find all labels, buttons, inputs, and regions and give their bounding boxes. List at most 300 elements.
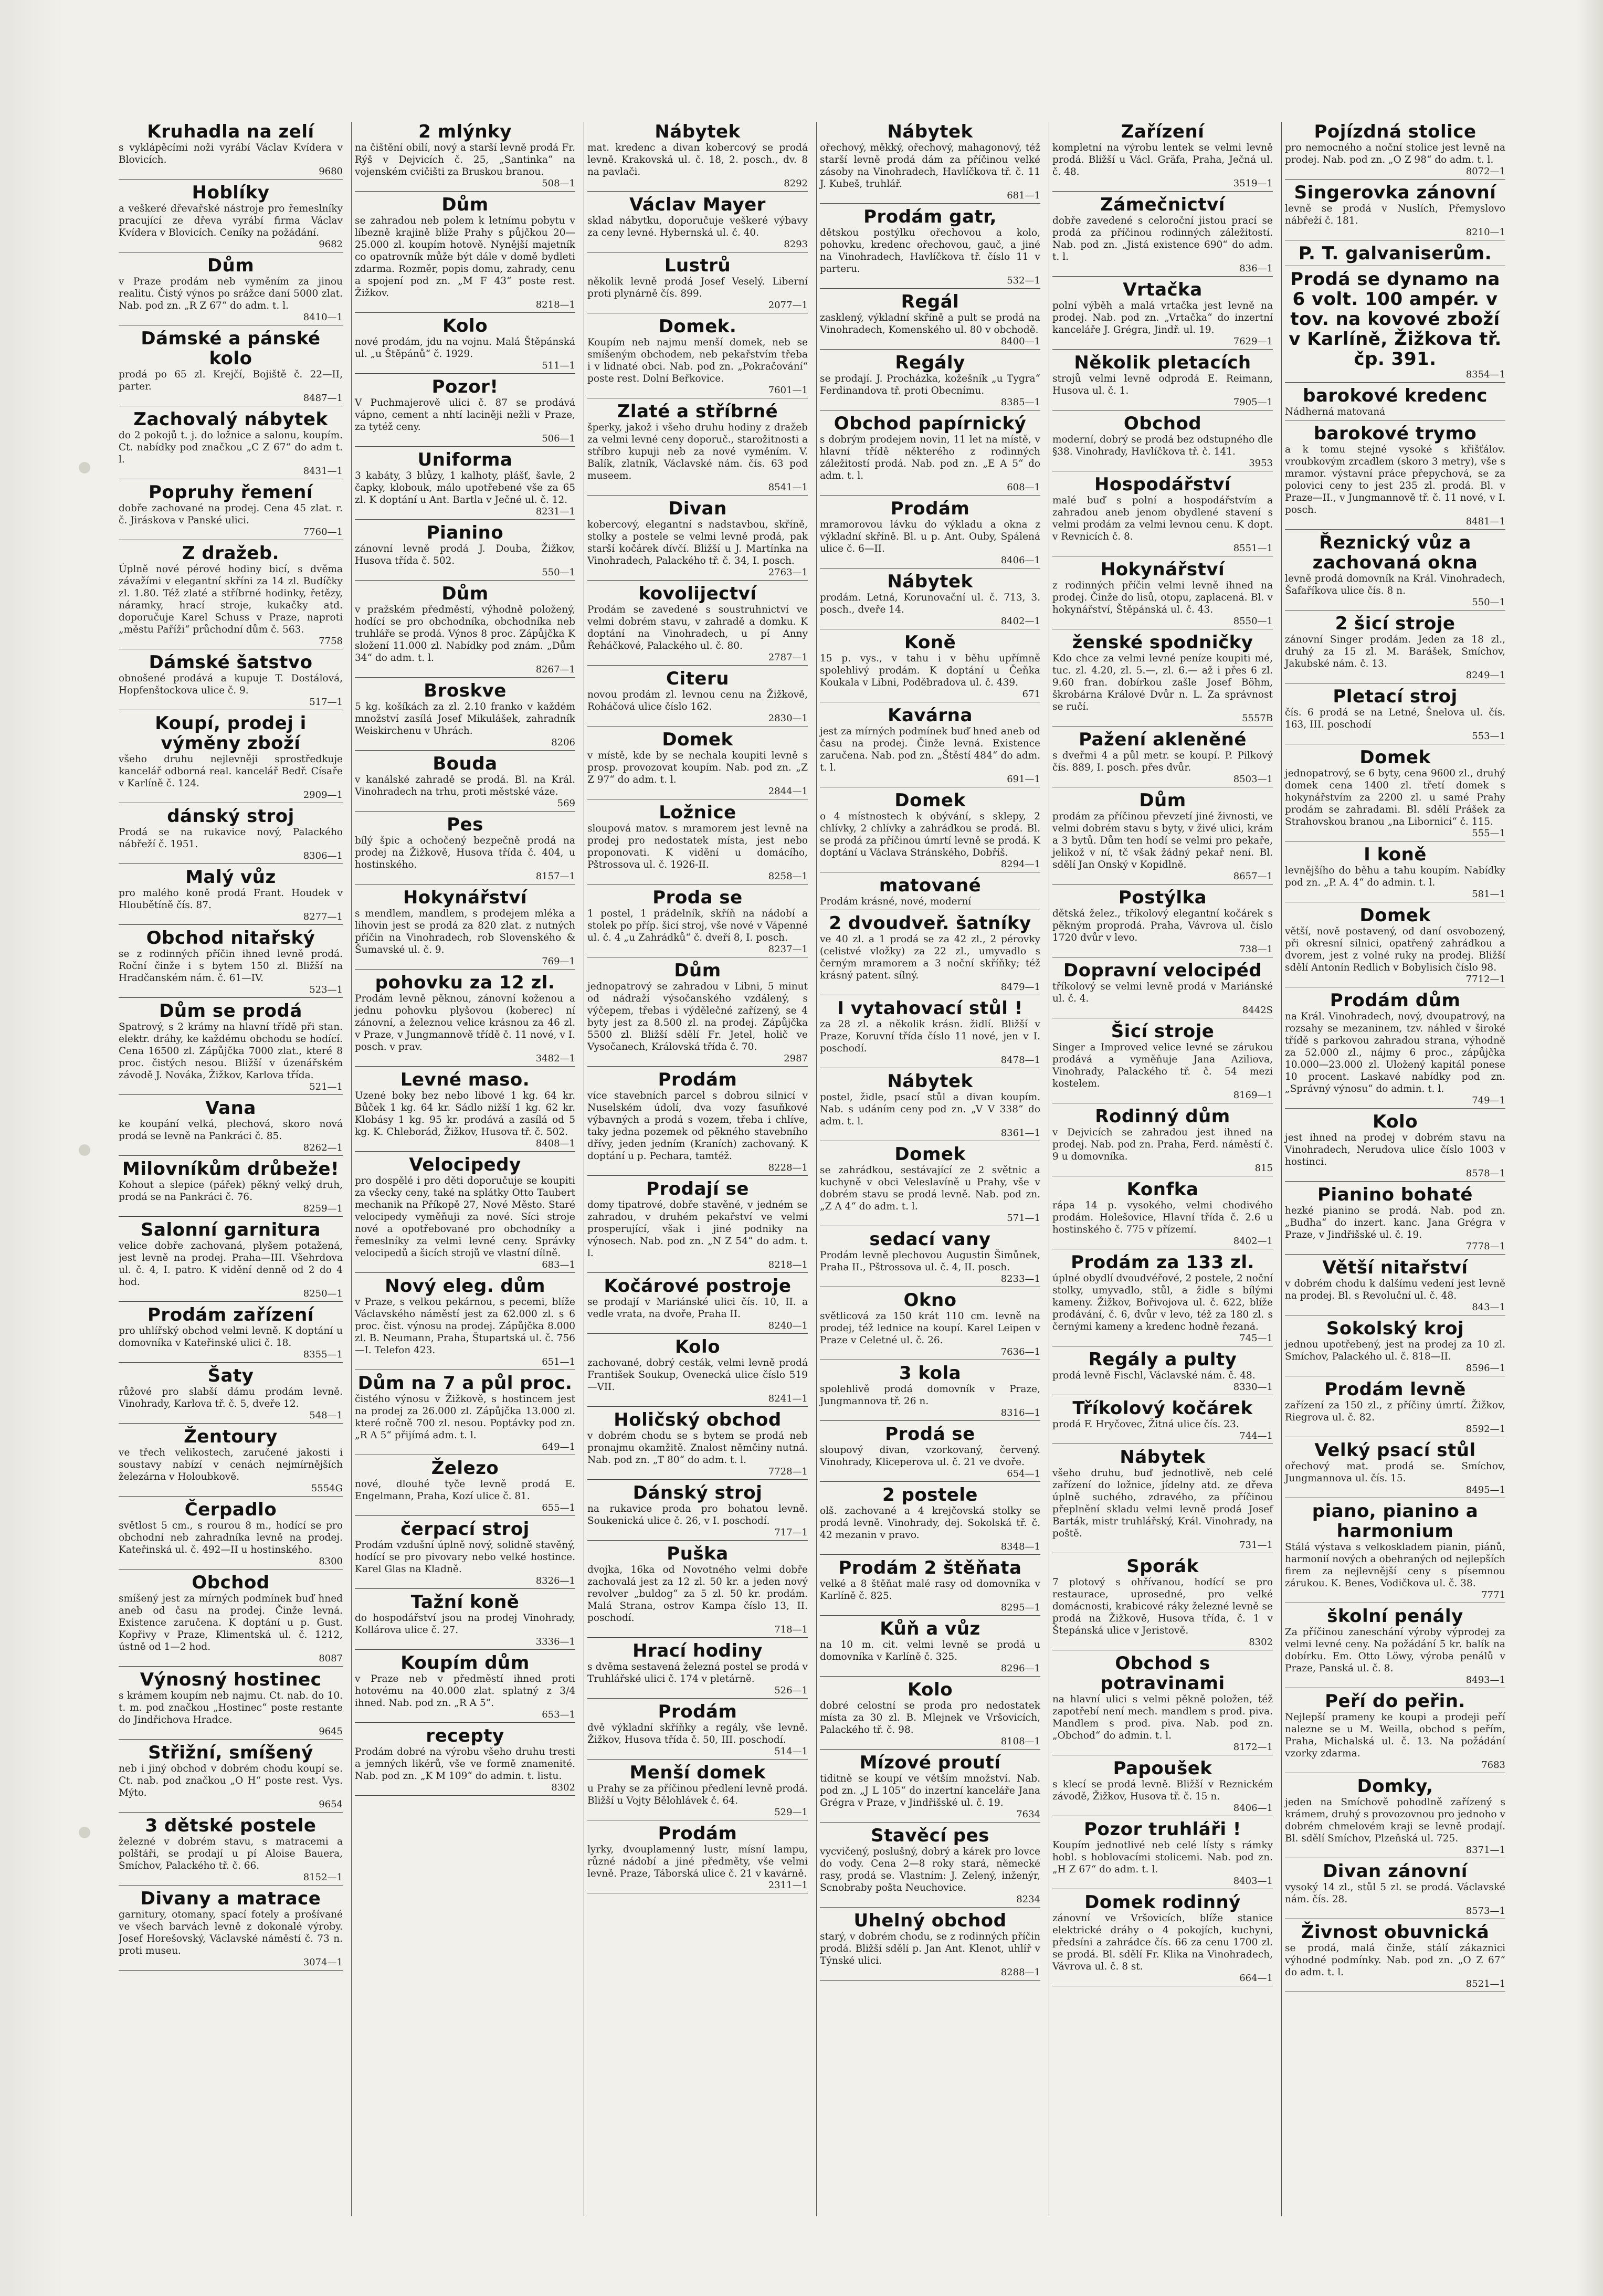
ad-reference-code: 532—1 <box>1007 275 1040 286</box>
ad-body: mat. kredenc a divan kobercový se prodá levně. Krakovská ul. č. 18, 2. posch., dv. 8 na pavlači. <box>587 142 808 177</box>
ad-heading: Okno <box>903 1290 957 1311</box>
classified-ad <box>119 256 343 325</box>
ad-body: a k tomu stejné vysoké s křišťálov. vroubkovým zrcadlem (skoro 3 metry), vše s mramor. výstavní práce přepychová, se za polovici ceny to jest 235 zl. prodá. Bl. v Praze—II., v Jungmannově tř. č. 11 nové, v I. posch. <box>1285 444 1505 515</box>
ad-heading: Kolo <box>674 1336 721 1357</box>
ad-body: ve třech velikostech, zaručené jakosti i soustavy nabízí v cenách nejmírnějších železárna v Holoubkově. <box>119 1447 343 1482</box>
ad-heading: Prodám <box>890 498 970 519</box>
ad-body: novou prodám zl. levnou cenu na Žižkově, Roháčová ulice číslo 162. <box>587 689 808 712</box>
ad-body: dětskou postýlku ořechovou a kolo, pohovku, kredenc ořechovou, gauč, a jiné na Vinohradech, Havlíčkova tř. číslo 11 v parteru. <box>820 227 1040 275</box>
classified-ad <box>1285 244 1505 266</box>
classified-ad <box>1052 791 1273 884</box>
ad-heading: piano, pianino a harmonium <box>1312 1501 1479 1542</box>
classified-ad <box>1285 1379 1505 1437</box>
classified-ad <box>1285 1922 1505 1992</box>
ad-heading: Uniforma <box>417 449 513 470</box>
ad-reference-code: 7712—1 <box>1465 974 1505 985</box>
ad-reference-code: 8478—1 <box>1000 1055 1040 1066</box>
classified-ad <box>119 183 343 252</box>
classified-ad <box>1052 633 1273 726</box>
ad-heading: Prodám dům <box>1330 990 1461 1011</box>
ad-body: jeden na Smíchově pohodlně zařízený s krámem, druhý s provozovnou pro jednoho v dobrém chmelovém kraji se levně prodají. Bl. sdělí Smíchov, Plzeňská ul. 725. <box>1285 1797 1505 1844</box>
classified-ad <box>355 377 575 447</box>
ad-reference-code: 9654 <box>319 1799 343 1810</box>
classified-ad <box>119 867 343 925</box>
classified-ad <box>587 1641 808 1699</box>
ad-body: postel, židle, psací stůl a divan koupím. Nab. s udáním ceny pod zn. „V V 338“ do adm. t. l. <box>820 1092 1040 1127</box>
ad-reference-code: 9645 <box>319 1726 343 1737</box>
classified-ad <box>587 584 808 666</box>
ad-body: a veškeré dřevařské nástroje pro řemeslníky pracující ze dřeva vyrábí firma Václav Kvídera v Blovicích. Ceníky na požádání. <box>119 203 343 238</box>
ad-heading: Domek rodinný <box>1084 1892 1241 1913</box>
ad-reference-code: 7778—1 <box>1465 1241 1505 1252</box>
ad-heading: Pozor truhláři ! <box>1084 1819 1241 1840</box>
classified-ad <box>820 1485 1040 1555</box>
ad-heading: I vytahovací stůl ! <box>837 998 1023 1019</box>
ad-heading: Nábytek <box>655 122 741 142</box>
classified-ad <box>587 256 808 313</box>
ad-reference-code: 581—1 <box>1472 889 1505 900</box>
ad-reference-code: 2077—1 <box>768 300 808 311</box>
ad-heading: Postýlka <box>1118 887 1207 908</box>
ad-body: 3 kabáty, 3 blůzy, 1 kalhoty, plášť, šavle, 2 čapky, klobouk, málo upotřebené vše za 65 zl. K doptání u Ant. Bartla v Ječné ul. č. 12. <box>355 470 575 505</box>
ad-reference-code: 8295—1 <box>1000 1602 1040 1613</box>
ad-heading: Velký psací stůl <box>1314 1440 1476 1461</box>
ad-reference-code: 8300 <box>319 1556 343 1567</box>
ad-reference-code: 8406—1 <box>1233 1803 1273 1814</box>
ad-body: sloupová matov. s mramorem jest levně na prodej pro nedostatek místa, jest nebo proponovati. K vidění u domácího, Pštrossova ul. č. 1926-II. <box>587 823 808 870</box>
classified-ad <box>1285 845 1505 902</box>
ad-heading: Kolo <box>907 1679 953 1700</box>
ad-heading: Mízové proutí <box>859 1752 1001 1773</box>
ad-body: tiditně se koupí ve větším množství. Nab. pod zn. „J L 105“ do inzertní kanceláře Jana Grégra v Praze, v Jindřišské ul. č. 19. <box>820 1773 1040 1808</box>
classified-ad <box>119 329 343 406</box>
ad-body: starý, v dobrém chodu, se z rodinných příčin prodá. Bližší sdělí p. Jan Ant. Klenot, uhlíř v Týnské ulici. <box>820 1931 1040 1966</box>
ad-body: Koupím jednotlivé neb celé lísty s rámky hobl. s hoblovacími stolicemi. Nab. pod zn. „H Z 67“ do adm. t. l. <box>1052 1840 1273 1875</box>
classified-ad <box>1052 122 1273 192</box>
ad-body: s dobrým prodejem novin, 11 let na místě, v hlavní třídě některého z rodinných záležitostí prodá. Nab. pod zn. „E A 5“ do adm. t. l. <box>820 434 1040 481</box>
ad-body: Kdo chce za velmi levné peníze koupiti mé, tuc. zl. 4.20, zl. 5.—, zl. 6.— až i přes 6 zl. 9.60 fran. dobírkou zašle Josef Böhm, škrobárna Králové Dvůr n. L. Za správnost se ručí. <box>1052 653 1273 712</box>
ad-reference-code: 548—1 <box>309 1410 343 1421</box>
ad-heading: barokové trymo <box>1313 423 1477 444</box>
ad-heading: Milovníkům drůbeže! <box>122 1158 340 1179</box>
ad-reference-code: 2830—1 <box>768 713 808 724</box>
ad-body: s krámem koupím neb najmu. Ct. nab. do 10. t. m. pod značkou „Hostinec“ poste restante do Jindřichova Hradce. <box>119 1690 343 1725</box>
ad-heading: Salonní garnitura <box>141 1219 321 1240</box>
ad-heading: Zlaté a stříbrné <box>617 401 778 422</box>
classified-ad <box>820 1619 1040 1677</box>
ad-reference-code: 8521—1 <box>1465 1978 1505 1989</box>
ad-heading: recepty <box>426 1725 504 1746</box>
ad-body: moderní, dobrý se prodá bez odstupného dle §38. Vinohrady, Havlíčkova tř. č. 141. <box>1052 434 1273 457</box>
classified-ad <box>355 1726 575 1796</box>
classified-ad <box>355 1592 575 1650</box>
ad-heading: Citeru <box>666 668 729 689</box>
ad-heading: Zařízení <box>1121 122 1205 142</box>
ad-column <box>1281 122 1509 2216</box>
ad-heading: Bouda <box>433 753 498 774</box>
ad-heading: Regál <box>901 291 959 312</box>
ad-body: ke koupání velká, plechová, skoro nová prodá se levně na Pankráci č. 85. <box>119 1119 343 1142</box>
classified-ad <box>820 414 1040 496</box>
classified-ad <box>355 1276 575 1370</box>
ad-heading: Domky, <box>1357 1776 1433 1797</box>
classified-ad <box>1285 614 1505 683</box>
ad-heading: Prodám za 133 zl. <box>1071 1252 1254 1273</box>
ad-body: obnošené prodává a kupuje T. Dostálová, Hopfenštockova ulice č. 9. <box>119 673 343 696</box>
ad-body: zánovní levně prodá J. Douba, Žižkov, Husova třída č. 502. <box>355 543 575 566</box>
ad-body: neb i jiný obchod v dobrém chodu koupí se. Ct. nab. pod značkou „O H“ poste rest. Vys. Mýto. <box>119 1763 343 1798</box>
ad-heading: Domek <box>1359 905 1431 926</box>
classified-ad <box>355 523 575 581</box>
classified-ad <box>1052 1758 1273 1816</box>
ad-body: dobře zavedené s celoroční jistou prací se prodá za příčinou rodinných záležitostí. Nab. pod zn. „Jistá existence 690“ do adm. t. l. <box>1052 215 1273 262</box>
ad-reference-code: 8551—1 <box>1233 543 1273 554</box>
classified-ad <box>820 1229 1040 1287</box>
ad-body: sklad nábytku, doporučuje veškeré výbavy za ceny levné. Hybernská ul. č. 40. <box>587 215 808 238</box>
classified-ad <box>587 1483 808 1541</box>
ad-body: 7 plotový s ohřívanou, hodící se pro restaurace, uprosedné, pro velké domácnosti, krabicové ráky železné levně se prodá na Žižkově, Husova třída, č. 1 v Štepánská ulice v Jeristově. <box>1052 1577 1273 1636</box>
classified-ad <box>820 353 1040 410</box>
ad-heading: Sporák <box>1126 1556 1199 1577</box>
ad-heading: Dámské šatstvo <box>149 652 313 673</box>
ad-heading: Regály <box>895 352 965 373</box>
ad-heading: Velocipedy <box>409 1154 521 1175</box>
ad-heading: Domek <box>894 1144 966 1165</box>
ad-heading: Obchod s potravinami <box>1100 1653 1225 1694</box>
classified-ad <box>119 1500 343 1570</box>
ad-reference-code: 8316—1 <box>1000 1407 1040 1418</box>
ad-heading: Sokolský kroj <box>1326 1318 1464 1339</box>
ad-reference-code: 8573—1 <box>1465 1905 1505 1916</box>
ad-reference-code: 7634 <box>1016 1809 1040 1820</box>
ad-body: v Praze neb v předměstí ihned proti hotovému na 40.000 zlat. splatný z 3/4 ihned. Nab. pod zn. „R A 5“. <box>355 1673 575 1709</box>
ad-body: všeho druhu nejlevněji sprostředkuje kancelář odborná real. kancelář Bedř. Císaře v Karlíně č. 124. <box>119 754 343 789</box>
classified-ad <box>1052 560 1273 629</box>
classified-ad <box>820 633 1040 702</box>
ad-heading: Kavárna <box>888 705 973 726</box>
ad-heading: Stavěcí pes <box>871 1825 989 1846</box>
ad-reference-code: 8550—1 <box>1233 616 1273 627</box>
ad-reference-code: 511—1 <box>542 360 575 371</box>
ad-reference-code: 8361—1 <box>1000 1128 1040 1139</box>
classified-ad <box>119 1220 343 1302</box>
ad-reference-code: 7771 <box>1481 1589 1505 1600</box>
classified-ad <box>820 122 1040 204</box>
ad-reference-code: 7636—1 <box>1000 1346 1040 1357</box>
classified-ad <box>355 1373 575 1455</box>
classified-ad <box>820 1753 1040 1823</box>
ad-body: u Prahy se za příčinou předlení levně prodá. Bližší u Vojty Bělohlávek č. 64. <box>587 1783 808 1806</box>
ad-heading: Několik pletacích <box>1074 352 1251 373</box>
classified-ad <box>1285 183 1505 240</box>
ad-body: Prodá se na rukavice nový, Palackého nábřeží č. 1951. <box>119 827 343 850</box>
classified-ad <box>820 1826 1040 1908</box>
classified-ad <box>587 1179 808 1273</box>
ad-heading: Větší nitařství <box>1322 1257 1468 1278</box>
ad-body: lyrky, dvouplamenný lustr, mísní lampu, různé nádobí a jiné předměty, vše velmi levně. Praze, Táborská ulice č. 21 v kavárně. <box>587 1844 808 1879</box>
ad-reference-code: 9682 <box>319 239 343 250</box>
ad-heading: Holičský obchod <box>614 1409 782 1430</box>
ad-heading: Nábytek <box>1120 1447 1206 1468</box>
classified-ad <box>1285 533 1505 610</box>
classified-ad <box>119 1098 343 1156</box>
ad-reference-code: 8233—1 <box>1000 1273 1040 1284</box>
ad-heading: Zámečnictví <box>1100 194 1225 215</box>
ad-reference-code: 553—1 <box>1472 731 1505 742</box>
ad-reference-code: 8578—1 <box>1465 1168 1505 1179</box>
ad-body: zánovní Singer prodám. Jeden za 18 zl., druhý za 15 zl. M. Barášek, Smíchov, Jakubské nám. č. 13. <box>1285 634 1505 669</box>
ad-heading: Tažní koně <box>410 1592 520 1613</box>
ad-body: levně se prodá v Nuslích, Přemyslovo nábřeží č. 181. <box>1285 203 1505 226</box>
classified-ad <box>820 791 1040 872</box>
ad-body: rápa 14 p. vysokého, velmi chodivého prodám. Holešovice, Hlavní třída č. 2.6 u hostinského č. 775 v přízemí. <box>1052 1200 1273 1235</box>
ad-heading: Ložnice <box>659 802 736 823</box>
ad-reference-code: 3519—1 <box>1233 178 1273 189</box>
ad-body: pro malého koně prodá Frant. Houdek v Hloubětíně čís. 87. <box>119 888 343 911</box>
ad-reference-code: 664—1 <box>1239 1973 1273 1984</box>
ad-body: v Dejvicích se zahradou jest ihned na prodej. Nab. pod zn. Praha, Ferd. náměstí č. 9 u domovníka. <box>1052 1127 1273 1162</box>
ad-body: v kanálské zahradě se prodá. Bl. na Král. Vinohradech na trhu, proti městské váze. <box>355 774 575 797</box>
ad-reference-code: 8240—1 <box>768 1320 808 1331</box>
classified-ad <box>1285 1185 1505 1255</box>
ad-heading: matované <box>879 875 982 896</box>
ad-reference-code: 8657—1 <box>1233 871 1273 882</box>
ad-heading: Popruhy řemení <box>149 482 313 503</box>
ad-heading: Hrací hodiny <box>632 1640 763 1661</box>
ad-heading: Domek <box>662 729 733 750</box>
ad-reference-code: 7905—1 <box>1233 397 1273 408</box>
ad-heading: Prodám <box>658 1069 737 1090</box>
ad-body: se prodají v Mariánské ulici čís. 10, II. a vedle vrata, na dvoře, Praha II. <box>587 1297 808 1320</box>
ad-reference-code: 7629—1 <box>1233 336 1273 347</box>
classified-ad <box>820 1680 1040 1750</box>
ad-heading: Žentoury <box>184 1426 278 1447</box>
ad-reference-code: 8330—1 <box>1233 1382 1273 1393</box>
ad-body: Prodám dobré na výrobu všeho druhu tresti a jemných likérů, vše ve formě znamenité. Nab. pod zn. „K M 109“ do admin. t. listu. <box>355 1746 575 1782</box>
ad-body: z rodinných příčin velmi levně ihned na prodej. Činže do lisů, otopu, zaplacená. Bl. v hokynářství, Štěpánská ul. č. 43. <box>1052 580 1273 615</box>
ad-body: dvě výkladní skříňky a regály, vše levně. Žižkov, Husova třída č. 50, III. poschodí. <box>587 1722 808 1745</box>
ad-reference-code: 571—1 <box>1007 1213 1040 1224</box>
ad-heading: Divan <box>668 498 727 519</box>
ad-heading: Václav Mayer <box>629 194 766 215</box>
ad-body: jest ihned na prodej v dobrém stavu na Vinohradech, Nerudova ulice číslo 1003 v hostinci. <box>1285 1132 1505 1167</box>
classified-ad <box>119 543 343 649</box>
ad-column <box>816 122 1043 2216</box>
classified-ad <box>820 1911 1040 1981</box>
ad-body: Nádherná matovaná <box>1285 406 1386 417</box>
classified-ad <box>1052 961 1273 1018</box>
classified-ad <box>587 669 808 726</box>
ad-reference-code: 653—1 <box>542 1709 575 1720</box>
ad-body: v pražském předměstí, výhodně položený, hodící se pro obchodníka, obchodníka neb truhláře se prodá. Výnos 8 proc. Zápůjčka K složení 11.000 zl. Nabídky pod znám. „Dům 34“ do adm. t. l. <box>355 604 575 663</box>
ad-reference-code: 2311—1 <box>768 1880 808 1891</box>
ad-reference-code: 8406—1 <box>1000 555 1040 566</box>
ad-body: polní výběh a malá vrtačka jest levně na prodej. Nab. pod zn. „Vrtačka“ do inzertní kanceláře J. Grégra, Jindř. ul. 19. <box>1052 300 1273 335</box>
ad-heading: Hokynářství <box>403 887 528 908</box>
ad-reference-code: 7760—1 <box>303 526 343 538</box>
ad-reference-code: 8249—1 <box>1465 670 1505 681</box>
ad-body: se prodají. J. Procházka, kožešník „u Tygra“ Ferdinandova tř. proti Obecnímu. <box>820 373 1040 396</box>
ad-body: sloupový divan, vzorkovaný, červený. Vinohrady, Kliceperova ul. č. 21 ve dvoře. <box>820 1445 1040 1468</box>
ad-reference-code: 8218—1 <box>768 1259 808 1270</box>
ad-reference-code: 8402—1 <box>1000 616 1040 627</box>
ad-heading: Dům <box>674 960 721 981</box>
ad-heading: Kruhadla na zelí <box>147 122 314 142</box>
classified-ad <box>587 961 808 1067</box>
ad-heading: Zachovalý nábytek <box>133 409 328 430</box>
classified-ad <box>355 888 575 970</box>
ad-heading: Řeznický vůz a zachovaná okna <box>1312 532 1478 573</box>
ad-body: spolehlivě prodá domovník v Praze, Jungmannova tř. 26 n. <box>820 1384 1040 1407</box>
ad-heading: Vrtačka <box>1123 279 1203 300</box>
ad-body: mramorovou lávku do výkladu a okna z výkladní skříně. Bl. u p. Ant. Ouby, Spálená ulice č. 6—II. <box>820 519 1040 554</box>
ad-reference-code: 8481—1 <box>1465 516 1505 527</box>
ad-body: světlicová za 150 krát 110 cm. levně na prodej, též lednice na koupí. Karel Leipen v Praze v Celetné ul. č. 26. <box>820 1311 1040 1346</box>
ad-body: V Puchmajerově ulici č. 87 se prodává vápno, cement a nhtí laciněji nežli v Praze, za tytéž ceny. <box>355 397 575 433</box>
ad-body: zachované, dobrý cesták, velmi levně prodá František Soukup, Ovenecká ulice číslo 519—VII. <box>587 1357 808 1393</box>
classified-ad <box>1052 414 1273 471</box>
classified-ad <box>587 1337 808 1407</box>
ad-reference-code: 8172—1 <box>1233 1742 1273 1753</box>
ad-heading: Regály a pulty <box>1088 1349 1237 1370</box>
ad-reference-code: 7601—1 <box>768 385 808 396</box>
ad-heading: Prodám <box>658 1701 737 1722</box>
classified-ad <box>119 1889 343 1971</box>
ad-heading: Vana <box>205 1098 256 1119</box>
ad-reference-code: 8306—1 <box>303 850 343 861</box>
ad-body: s klecí se prodá levně. Bližší v Reznickém závodě, Žižkov, Husova tř. č. 15 n. <box>1052 1779 1273 1802</box>
classified-ad <box>587 122 808 192</box>
ad-reference-code: 654—1 <box>1007 1468 1040 1479</box>
ad-body: se z rodinných příčin ihned levně prodá. Roční činže i s bytem 150 zl. Bližší na Hradčanském nám. č. 61—IV. <box>119 949 343 984</box>
ad-body: Uzené boky bez nebo libové 1 kg. 64 kr. Bůček 1 kg. 64 kr. Sádlo nižší 1 kg. 62 kr. Klobásy 1 kg. 95 kr. prodává a zasílá od 5 kg. K. Chleborád, Žižkov, Husova tř. č. 502. <box>355 1090 575 1138</box>
ad-body: dvojka, 16ka od Novotného velmi dobře zachovalá jest za 12 zl. 50 kr. a jeden nový revolver „buldog“ za 5 zl. 50 kr. prodám. Malá Strana, ostrov Kampa číslo 13, II. poschodí. <box>587 1564 808 1624</box>
classified-ad <box>119 1670 343 1740</box>
ad-body: Prodám levně plechovou Augustin Šimůnek, Praha II., Pštrossova ul. č. 4, II. posch. <box>820 1250 1040 1273</box>
ad-heading: Prodám 2 štěňata <box>838 1557 1022 1578</box>
ad-body: Stálá výstava s velkoskladem pianin, piánů, harmonií nových a obehraných od nejlepších firem za nejlevnější ceny s písemnou zárukou. K. Benes, Vodičkova ul. č. 38. <box>1285 1542 1505 1589</box>
classified-ad <box>355 584 575 678</box>
ad-reference-code: 8293 <box>784 239 808 250</box>
ad-reference-code: 683—1 <box>542 1259 575 1270</box>
classified-ad <box>119 1573 343 1667</box>
classified-ad <box>820 705 1040 787</box>
classified-ad <box>820 1558 1040 1616</box>
classified-ad <box>1052 280 1273 350</box>
ad-reference-code: 836—1 <box>1239 263 1273 274</box>
classified-ad <box>119 482 343 540</box>
ad-reference-code: 8108—1 <box>1000 1736 1040 1747</box>
ad-body: v místě, kde by se nechala koupiti levně s prosp. provozovat koupím. Nab. pod zn. „Z Z 97“ do adm. t. l. <box>587 750 808 785</box>
ad-reference-code: 8503—1 <box>1233 774 1273 785</box>
ad-reference-code: 8403—1 <box>1233 1876 1273 1887</box>
ad-reference-code: 2987 <box>784 1053 808 1064</box>
ad-reference-code: 691—1 <box>1007 774 1040 785</box>
ad-heading: Dům se prodá <box>159 1000 302 1021</box>
ad-heading: Uhelný obchod <box>853 1910 1007 1931</box>
ad-heading: Šicí stroje <box>1111 1021 1215 1042</box>
ad-body: zařízení za 150 zl., z příčiny úmrtí. Žižkov, Riegrova ul. č. 82. <box>1285 1400 1505 1423</box>
ad-reference-code: 8072—1 <box>1465 166 1505 177</box>
ad-reference-code: 717—1 <box>774 1527 808 1538</box>
ad-body: za 28 zl. a několik krásn. židlí. Bližší v Praze, Koruvní třída číslo 11 nové, jen v I. poschodí. <box>820 1019 1040 1054</box>
ad-reference-code: 8277—1 <box>303 911 343 922</box>
classified-ad <box>119 1427 343 1497</box>
ad-reference-code: 843—1 <box>1472 1302 1505 1313</box>
ad-heading: Domek <box>1359 747 1431 768</box>
classified-ad <box>1285 991 1505 1109</box>
ad-heading: Střižní, smíšený <box>148 1742 313 1763</box>
ad-reference-code: 8210—1 <box>1465 227 1505 238</box>
classified-ad <box>587 1824 808 1893</box>
classified-ad <box>1052 1398 1273 1444</box>
classified-ad <box>1052 353 1273 410</box>
ad-heading: Divany a matrace <box>140 1888 321 1909</box>
ad-body: se zahradou neb polem k letnímu pobytu v líbezně krajině blíže Prahy s půjčkou 20—25.000 zl. koupím hotově. Nynější majetník co opatrovník může být dále v domě bydleti zdarma. Rozměr, popis domu, zahrady, cenu a spojení pod zn. „M F 43“ poste rest. Žižkov. <box>355 215 575 299</box>
ad-heading: Nový eleg. dům <box>385 1276 545 1297</box>
ad-heading: Kočárové postroje <box>604 1276 792 1297</box>
ad-reference-code: 8408—1 <box>535 1138 575 1149</box>
ad-heading: Obchod <box>1123 413 1202 434</box>
ad-body: v Praze prodám neb vyměním za jinou realitu. Čistý výnos po srážce daní 5000 zlat. Nab. pod zn. „R Z 67“ do adm. t. l. <box>119 276 343 311</box>
classified-ad <box>1052 1819 1273 1889</box>
classified-ad <box>820 998 1040 1068</box>
ad-reference-code: 8234 <box>1016 1894 1040 1905</box>
ad-body: levně prodá domovník na Král. Vinohradech, Šafaříkova ulice čís. 8 n. <box>1285 573 1505 596</box>
ad-reference-code: 815 <box>1254 1163 1273 1174</box>
ad-body: nové prodám, jdu na vojnu. Malá Štěpánská ul. „u Štěpánů“ č. 1929. <box>355 336 575 360</box>
ad-body: Nejlepší prameny ke koupi a prodeji peří nalezne se u M. Weilla, obchod s peřím, Praha, Michalská ul. č. 13. Na požádání vzorky zdarma. <box>1285 1712 1505 1759</box>
ad-body: prodá F. Hryčovec, Žitná ulice čís. 23. <box>1052 1419 1239 1430</box>
classified-ad <box>1052 1892 1273 1986</box>
ad-heading: Kůň a vůz <box>880 1618 980 1639</box>
ad-body: se prodá, malá činže, stálí zákaznici výhodné podmínky. Nab. pod zn. „O Z 67“ do adm. t. l. <box>1285 1943 1505 1978</box>
classified-ad <box>587 402 808 496</box>
ad-reference-code: 8348—1 <box>1000 1541 1040 1552</box>
ad-heading: Domek <box>894 790 966 811</box>
ad-reference-code: 514—1 <box>774 1746 808 1757</box>
classified-ad <box>820 1424 1040 1482</box>
ad-reference-code: 651—1 <box>542 1356 575 1367</box>
ad-heading: Prodají se <box>646 1178 749 1199</box>
classified-ad <box>1052 1653 1273 1755</box>
ad-reference-code: 8302 <box>1249 1637 1273 1648</box>
ad-heading: Obchod <box>192 1572 270 1593</box>
ad-heading: I koně <box>1364 844 1427 865</box>
ad-heading: Dánský stroj <box>632 1482 763 1503</box>
ad-heading: barokové kredenc <box>1303 385 1488 406</box>
ad-heading: ženské spodničky <box>1072 632 1253 653</box>
ad-body: čistého výnosu v Žižkově, s hostincem jest na prodej za 26.000 zl. Zápůjčka 13.000 zl. které ročně 700 zl. nesou. Poptávky pod zn. „R A 5“ přijímá adm. t. l. <box>355 1394 575 1441</box>
ad-reference-code: 8259—1 <box>303 1203 343 1214</box>
classified-ad <box>820 207 1040 289</box>
ad-heading: pohovku za 12 zl. <box>375 972 555 993</box>
ad-reference-code: 529—1 <box>774 1807 808 1818</box>
ad-reference-code: 8592—1 <box>1465 1424 1505 1435</box>
ad-heading: Prodám gatr, <box>863 206 997 227</box>
classified-ad <box>587 1544 808 1638</box>
ad-heading: čerpací stroj <box>400 1519 530 1540</box>
ad-body: pro uhlířský obchod velmi levně. K doptání u domovníka v Kateřinské ulici č. 18. <box>119 1325 343 1349</box>
scan-edge-left <box>0 0 63 2296</box>
classified-ad <box>820 1363 1040 1421</box>
ad-heading: Broskve <box>424 680 507 701</box>
ad-heading: Pianino bohaté <box>1317 1184 1473 1205</box>
ad-reference-code: 2844—1 <box>768 786 808 797</box>
ad-body: na rukavice proda pro bohatou levně. Soukenická ulice č. 26, v I. poschodí. <box>587 1503 808 1526</box>
ad-heading: dánský stroj <box>167 806 294 827</box>
ad-reference-code: 749—1 <box>1472 1095 1505 1106</box>
